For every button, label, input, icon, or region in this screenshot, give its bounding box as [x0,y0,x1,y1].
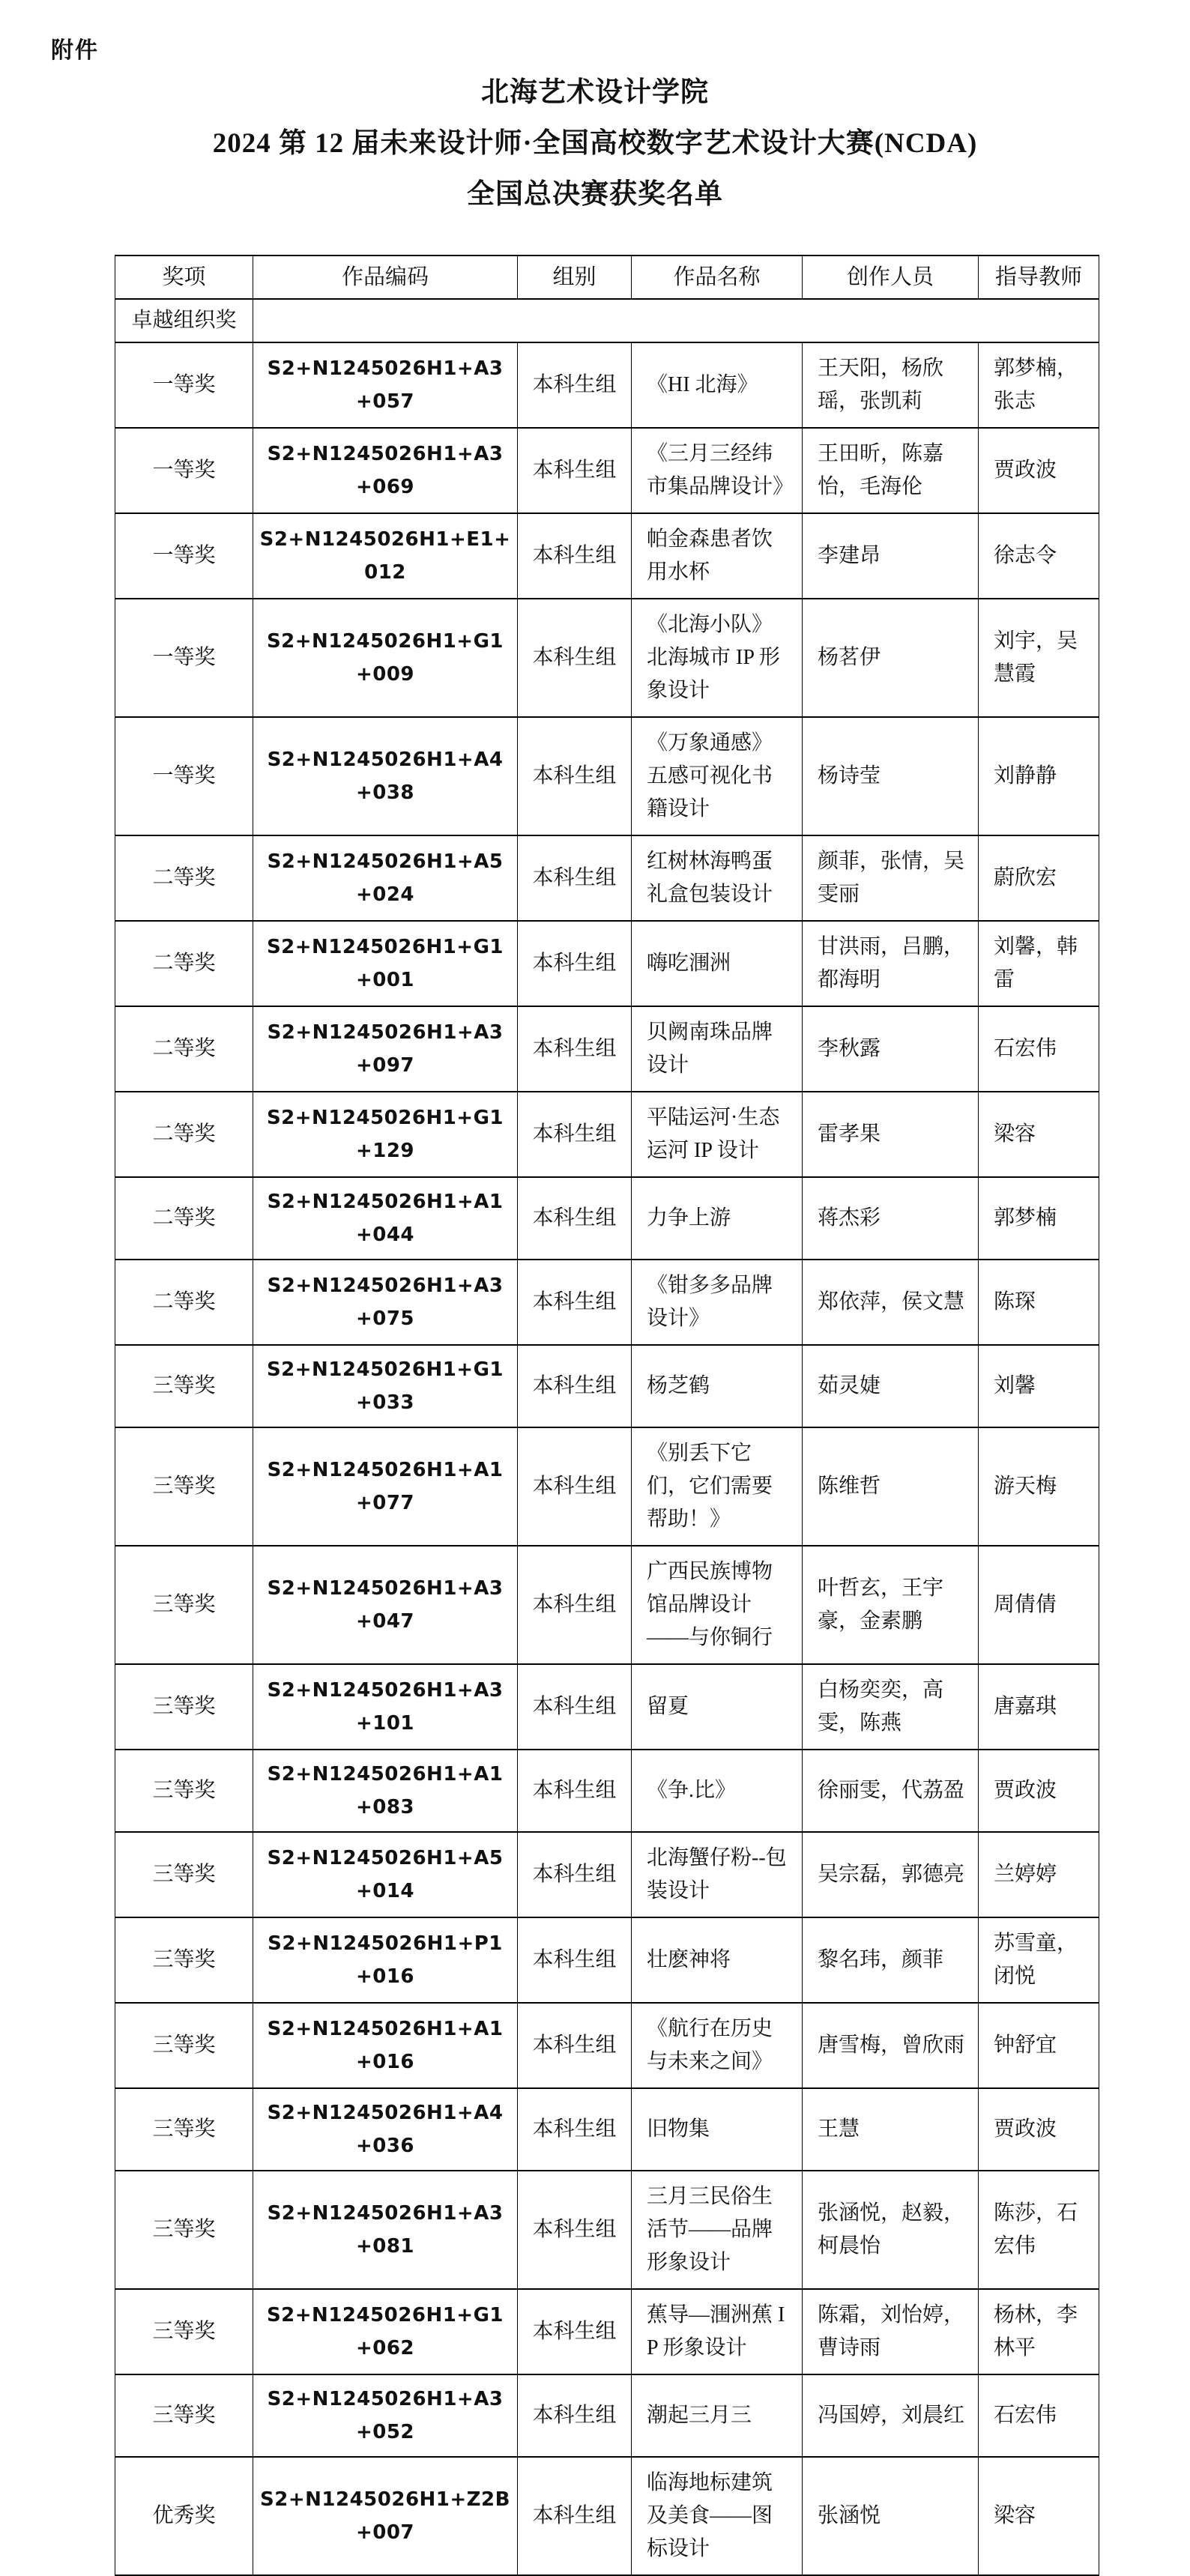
table-row [115,1832,1099,1917]
cell-award: 三等奖 [115,1832,253,1917]
cell-group: 本科生组 [518,1427,632,1546]
cell-creators: 蒋杰彩 [803,1177,979,1260]
table-row [115,2088,1099,2171]
cell-award: 三等奖 [115,1917,253,2003]
cell-creators: 李秋露 [803,1006,979,1092]
cell-instructors: 刘静静 [979,717,1099,835]
cell-instructors: 陈琛 [979,1260,1099,1345]
cell-group: 本科生组 [518,1917,632,2003]
cell-instructors: 贾政波 [979,428,1099,513]
cell-code: S2+N1245026H1+A3+057 [253,342,518,428]
cell-code: S2+N1245026H1+A1+083 [253,1750,518,1832]
cell-code: S2+N1245026H1+A3+075 [253,1260,518,1345]
cell-creators: 黎名玮，颜菲 [803,1917,979,2003]
cell-award: 一等奖 [115,717,253,835]
cell-creators: 茹灵婕 [803,1345,979,1427]
cell-code: S2+N1245026H1+P1+016 [253,1917,518,2003]
table-row [115,835,1099,921]
cell-group: 本科生组 [518,1092,632,1177]
special-award-row [115,299,1099,342]
cell-creators: 陈维哲 [803,1427,979,1546]
cell-instructors: 石宏伟 [979,1006,1099,1092]
cell-award: 三等奖 [115,1427,253,1546]
awards-table [115,255,1099,2576]
cell-creators: 白杨奕奕，高雯，陈燕 [803,1664,979,1750]
cell-instructors: 石宏伟 [979,2374,1099,2457]
table-row [115,513,1099,599]
cell-group: 本科生组 [518,2088,632,2171]
cell-award: 一等奖 [115,599,253,717]
cell-group: 本科生组 [518,1260,632,1345]
cell-award: 二等奖 [115,1260,253,1345]
table-row [115,2457,1099,2575]
cell-work: 广西民族博物馆品牌设计——与你铜行 [632,1546,803,1664]
cell-code: S2+N1245026H1+A3+097 [253,1006,518,1092]
cell-code: S2+N1245026H1+A4+038 [253,717,518,835]
cell-code: S2+N1245026H1+G1+009 [253,599,518,717]
cell-award: 三等奖 [115,2374,253,2457]
cell-instructors: 唐嘉琪 [979,1664,1099,1750]
table-row [115,717,1099,835]
cell-award: 二等奖 [115,1092,253,1177]
cell-code: S2+N1245026H1+Z2B+007 [253,2457,518,2575]
cell-group: 本科生组 [518,2457,632,2575]
table-row [115,1917,1099,2003]
table-row [115,1345,1099,1427]
cell-code: S2+N1245026H1+G1+033 [253,1345,518,1427]
cell-creators: 郑依萍，侯文慧 [803,1260,979,1345]
table-row [115,1177,1099,1260]
cell-code: S2+N1245026H1+A3+047 [253,1546,518,1664]
cell-creators: 王慧 [803,2088,979,2171]
cell-work: 《万象通感》五感可视化书籍设计 [632,717,803,835]
table-row [115,1750,1099,1832]
cell-work: 嗨吃涠洲 [632,921,803,1006]
cell-creators: 徐丽雯，代荔盈 [803,1750,979,1832]
table-row [115,2374,1099,2457]
cell-creators: 唐雪梅，曾欣雨 [803,2003,979,2088]
cell-code: S2+N1245026H1+A5+024 [253,835,518,921]
cell-creators: 冯国婷，刘晨红 [803,2374,979,2457]
cell-creators: 杨茗伊 [803,599,979,717]
cell-code: S2+N1245026H1+A3+101 [253,1664,518,1750]
cell-award: 三等奖 [115,1345,253,1427]
table-row [115,2171,1099,2289]
cell-award: 三等奖 [115,2171,253,2289]
awards-table-body [115,299,1099,2575]
cell-group: 本科生组 [518,835,632,921]
title-school: 北海艺术设计学院 [481,77,709,108]
column-header-group: 组别 [518,256,632,299]
cell-instructors: 郭梦楠，张志 [979,342,1099,428]
cell-award: 二等奖 [115,1006,253,1092]
cell-creators: 杨诗莹 [803,717,979,835]
cell-creators: 王天阳，杨欣瑶，张凯莉 [803,342,979,428]
cell-code: S2+N1245026H1+A5+014 [253,1832,518,1917]
cell-work: 贝阙南珠品牌设计 [632,1006,803,1092]
title-competition: 2024 第 12 届未来设计师·全国高校数字艺术设计大赛(NCDA) [212,128,978,159]
cell-creators: 张涵悦 [803,2457,979,2575]
table-row [115,428,1099,513]
header-row [115,256,1099,299]
cell-code: S2+N1245026H1+A3+069 [253,428,518,513]
cell-work: 红树林海鸭蛋礼盒包装设计 [632,835,803,921]
cell-award: 三等奖 [115,1664,253,1750]
cell-code: S2+N1245026H1+G1+001 [253,921,518,1006]
cell-group: 本科生组 [518,2171,632,2289]
cell-award: 三等奖 [115,2088,253,2171]
cell-instructors: 钟舒宜 [979,2003,1099,2088]
cell-instructors: 刘馨，韩雷 [979,921,1099,1006]
cell-group: 本科生组 [518,717,632,835]
cell-group: 本科生组 [518,1345,632,1427]
cell-code: S2+N1245026H1+E1+012 [253,513,518,599]
cell-creators: 叶哲玄，王宇豪，金素鹏 [803,1546,979,1664]
cell-work: 壮麽神将 [632,1917,803,2003]
attachment-label: 附件 [51,38,99,63]
table-row [115,342,1099,428]
cell-group: 本科生组 [518,1664,632,1750]
cell-instructors: 陈莎，石宏伟 [979,2171,1099,2289]
cell-work: 三月三民俗生活节——品牌形象设计 [632,2171,803,2289]
cell-award: 一等奖 [115,513,253,599]
cell-award: 一等奖 [115,428,253,513]
cell-creators: 李建昂 [803,513,979,599]
cell-work: 帕金森患者饮用水杯 [632,513,803,599]
cell-group: 本科生组 [518,342,632,428]
cell-award: 优秀奖 [115,2457,253,2575]
cell-code: S2+N1245026H1+A4+036 [253,2088,518,2171]
cell-work: 潮起三月三 [632,2374,803,2457]
cell-special-award: 卓越组织奖 [115,299,253,342]
cell-group: 本科生组 [518,428,632,513]
cell-award: 一等奖 [115,342,253,428]
cell-group: 本科生组 [518,921,632,1006]
cell-instructors: 兰婷婷 [979,1832,1099,1917]
cell-work: 《北海小队》北海城市 IP 形象设计 [632,599,803,717]
cell-group: 本科生组 [518,1750,632,1832]
table-row [115,2289,1099,2374]
cell-creators: 雷孝果 [803,1092,979,1177]
cell-award: 三等奖 [115,2003,253,2088]
cell-code: S2+N1245026H1+A3+052 [253,2374,518,2457]
cell-code: S2+N1245026H1+A1+044 [253,1177,518,1260]
cell-code: S2+N1245026H1+A1+016 [253,2003,518,2088]
cell-award: 二等奖 [115,1177,253,1260]
title-block [0,76,1190,229]
cell-work: 平陆运河·生态运河 IP 设计 [632,1092,803,1177]
cell-work: 北海蟹仔粉--包装设计 [632,1832,803,1917]
cell-work: 临海地标建筑及美食——图标设计 [632,2457,803,2575]
column-header-work: 作品名称 [632,256,803,299]
table-row [115,1664,1099,1750]
cell-group: 本科生组 [518,513,632,599]
cell-work: 旧物集 [632,2088,803,2171]
cell-award: 二等奖 [115,835,253,921]
cell-instructors: 刘馨 [979,1345,1099,1427]
cell-instructors: 徐志令 [979,513,1099,599]
cell-instructors: 梁容 [979,1092,1099,1177]
cell-creators: 陈霜，刘怡婷，曹诗雨 [803,2289,979,2374]
cell-group: 本科生组 [518,2374,632,2457]
column-header-award: 奖项 [115,256,253,299]
cell-creators: 甘洪雨，吕鹏，都海明 [803,921,979,1006]
cell-code: S2+N1245026H1+G1+129 [253,1092,518,1177]
cell-work: 力争上游 [632,1177,803,1260]
cell-work: 《HI 北海》 [632,342,803,428]
table-row [115,1546,1099,1664]
cell-work: 杨芝鹤 [632,1345,803,1427]
cell-instructors: 蔚欣宏 [979,835,1099,921]
cell-work: 《争.比》 [632,1750,803,1832]
table-row [115,1260,1099,1345]
cell-instructors: 郭梦楠 [979,1177,1099,1260]
cell-group: 本科生组 [518,1546,632,1664]
cell-special-award-merged-empty [253,299,1099,342]
column-header-code: 作品编码 [253,256,518,299]
cell-group: 本科生组 [518,2003,632,2088]
table-row [115,1006,1099,1092]
cell-award: 二等奖 [115,921,253,1006]
cell-work: 《航行在历史与未来之间》 [632,2003,803,2088]
cell-work: 留夏 [632,1664,803,1750]
title-award-list: 全国总决赛获奖名单 [467,179,723,210]
cell-group: 本科生组 [518,1177,632,1260]
column-header-instructors: 指导教师 [979,256,1099,299]
cell-group: 本科生组 [518,599,632,717]
table-row [115,1427,1099,1546]
cell-creators: 吴宗磊，郭德亮 [803,1832,979,1917]
cell-instructors: 周倩倩 [979,1546,1099,1664]
cell-code: S2+N1245026H1+A3+081 [253,2171,518,2289]
cell-code: S2+N1245026H1+A1+077 [253,1427,518,1546]
cell-instructors: 苏雪童，闭悦 [979,1917,1099,2003]
cell-instructors: 贾政波 [979,1750,1099,1832]
cell-group: 本科生组 [518,1006,632,1092]
table-row [115,921,1099,1006]
table-row [115,2003,1099,2088]
cell-instructors: 杨林，李林平 [979,2289,1099,2374]
cell-award: 三等奖 [115,1750,253,1832]
cell-work: 《钳多多品牌设计》 [632,1260,803,1345]
cell-instructors: 游天梅 [979,1427,1099,1546]
cell-instructors: 贾政波 [979,2088,1099,2171]
cell-group: 本科生组 [518,1832,632,1917]
cell-code: S2+N1245026H1+G1+062 [253,2289,518,2374]
cell-work: 蕉导—涠洲蕉 IP 形象设计 [632,2289,803,2374]
cell-creators: 张涵悦，赵毅，柯晨怡 [803,2171,979,2289]
cell-group: 本科生组 [518,2289,632,2374]
cell-creators: 王田昕，陈嘉怡，毛海伦 [803,428,979,513]
table-row [115,599,1099,717]
cell-work: 《三月三经纬市集品牌设计》 [632,428,803,513]
column-header-creators: 创作人员 [803,256,979,299]
cell-instructors: 梁容 [979,2457,1099,2575]
cell-creators: 颜菲，张情，吴雯丽 [803,835,979,921]
cell-award: 三等奖 [115,1546,253,1664]
cell-work: 《别丢下它们，它们需要帮助！》 [632,1427,803,1546]
cell-instructors: 刘宇，吴慧霞 [979,599,1099,717]
table-row [115,1092,1099,1177]
cell-award: 三等奖 [115,2289,253,2374]
